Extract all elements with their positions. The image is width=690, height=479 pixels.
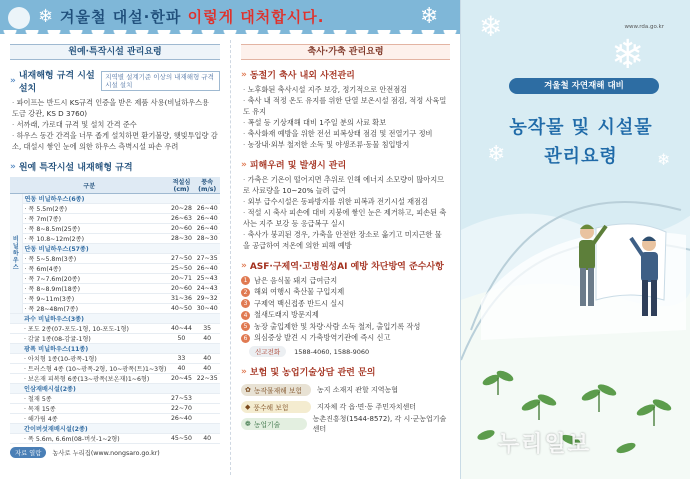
hotline <box>249 346 450 357</box>
table-cell-label: · 폭 5.6m, 6.6m(08-버섯-1~2형) <box>22 434 168 444</box>
inquiry-text: 농촌진흥청(1544-8572), 각 시·군농업기술센터 <box>312 414 447 433</box>
table-cell-wind: 30~40 <box>194 304 220 314</box>
table-heading: » 원예 특작시설 내재해형 규격 <box>10 161 133 173</box>
table-cell-label: · 목재 15종 <box>22 404 168 414</box>
double-chevron-icon: » <box>10 161 16 172</box>
list-item: · 가축은 기온이 떨어지면 추위로 인해 에너지 소모량이 많아지므로 사료량을 10~20% 늘려 급여 <box>243 174 448 196</box>
list-item: · 하우스 동간 간격을 너무 좁게 설치하면 환기불량, 햇빛투입량 감소, 대설시 쌓인 눈에 의한 하우스 측벽시설 파손 우려 <box>12 130 218 152</box>
table-cell-snow: 20~28 <box>168 204 194 214</box>
table-cell-snow: 25~50 <box>168 264 194 274</box>
table-row <box>10 304 220 314</box>
table-cell-label: · 폭 8~8.5m(25종) <box>22 224 168 234</box>
table-spacer <box>10 334 22 344</box>
list-item: 3 구제역 백신접종 반드시 실시 <box>241 298 450 310</box>
inquiry-text: 농지 소재지 관할 지역농협 <box>317 385 399 394</box>
list-item: 4 철새도래지 방문지제 <box>241 310 450 322</box>
table-cell-snow: 31~36 <box>168 294 194 304</box>
inquiry-text: 지자체 각 읍·면·동 주민자치센터 <box>317 402 417 411</box>
asf-heading: » ASF·구제역·고병원성AI 예방 차단방역 준수사항 <box>241 260 444 272</box>
table-cell-label: · 폭 28~48m(7종) <box>22 304 168 314</box>
table-category: 광폭 비닐하우스(11종) <box>22 344 220 354</box>
inquiry-row <box>241 398 450 415</box>
spec-bullets <box>12 97 218 152</box>
double-chevron-icon: » <box>241 366 247 377</box>
table-row <box>10 414 220 424</box>
source-label: 자료 열람 <box>10 447 46 458</box>
hotline-label: 신고전화 <box>249 346 286 357</box>
page-title: 겨울철 대설·한파 이렇게 대처합시다. <box>60 8 325 26</box>
table-row <box>10 214 220 224</box>
number-badge: 6 <box>241 334 250 343</box>
table-cell-wind: 28~30 <box>194 234 220 244</box>
table-row <box>10 404 220 414</box>
list-item: · 서까래, 가로대 규격 및 설치 간격 준수 <box>12 119 218 130</box>
table-row <box>10 284 220 294</box>
table-cell-snow: 27~53 <box>168 394 194 404</box>
website-url: www.rda.go.kr <box>624 24 664 30</box>
table-row <box>10 204 220 214</box>
table-cell-snow: 40~50 <box>168 304 194 314</box>
number-badge: 4 <box>241 311 250 320</box>
table-row <box>10 394 220 404</box>
table-spacer <box>10 414 22 424</box>
table-cell-wind: 35 <box>194 324 220 334</box>
cover-illustration <box>461 0 690 479</box>
table-cell-wind: 26~40 <box>194 214 220 224</box>
table-cell-wind: 40 <box>194 354 220 364</box>
table-category: 단동 비닐하우스(57종) <box>22 244 220 254</box>
side-label: 비닐하우스 <box>10 194 22 314</box>
double-chevron-icon: » <box>241 260 247 271</box>
table-category: 인삼재배시설(2종) <box>22 384 220 394</box>
table-spacer <box>10 394 22 404</box>
inquiry-label: ◆ 풍수해 보험 <box>241 401 311 413</box>
list-item: 1 남은 음식물 돼지 급여금지 <box>241 275 450 287</box>
snowflake-icon: ❄ <box>420 4 439 29</box>
table-cell-label: · 폭 6m(4종) <box>22 264 168 274</box>
table-body <box>10 194 220 444</box>
list-item: · 적설 시 축사 피손에 대비 지붕에 쌓인 눈은 제거하고, 피손된 축사는 지주 보강 등 응급복구 실시 <box>243 207 448 229</box>
table-spacer <box>10 424 22 434</box>
table-header: 구분 <box>10 177 168 194</box>
table-spacer <box>10 344 22 354</box>
table-spacer <box>10 364 22 374</box>
table-row <box>10 324 220 334</box>
table-cell-wind: 40 <box>194 364 220 374</box>
list-item: · 축사가 붕괴된 경우, 가축을 안전한 장소로 옮기고 미지근한 물을 공급하여 저온에 의한 피해 예방 <box>243 229 448 251</box>
table-spacer <box>10 374 22 384</box>
section-title: 축사·가축 관리요령 <box>241 44 450 60</box>
double-chevron-icon: » <box>241 159 247 170</box>
table-cell-snow: 20~60 <box>168 224 194 234</box>
prep-bullets <box>243 84 448 150</box>
inquiry-heading: » 보험 및 농업기술상담 관련 문의 <box>241 366 376 378</box>
source-note <box>10 447 220 458</box>
diamond-icon: ◆ <box>245 402 251 411</box>
spec-heading: » 내재해형 규격 시설 설치 지역별 설계기준 이상의 내재해형 규격 시설 설치 <box>10 68 220 94</box>
table-spacer <box>10 354 22 364</box>
table-cell-snow: 20~71 <box>168 274 194 284</box>
number-badge: 1 <box>241 276 250 285</box>
inquiry-label: ✿ 농작물재해 보험 <box>241 384 311 396</box>
table-cell-wind <box>194 394 220 404</box>
section-title: 원예·특작시설 관리요령 <box>10 44 220 60</box>
table-row <box>10 364 220 374</box>
list-item: 6 의심증상 발견 시 가축방역기관에 즉시 신고 <box>241 333 450 345</box>
table-category-row <box>10 314 220 324</box>
logo-mark <box>8 7 30 29</box>
table-cell-snow: 45~50 <box>168 434 194 444</box>
table-cell-wind: 40 <box>194 434 220 444</box>
table-cell-snow: 26~63 <box>168 214 194 224</box>
table-category-row <box>10 194 220 204</box>
inquiry-row <box>241 415 450 432</box>
table-header: 풍속 (m/s) <box>194 177 220 194</box>
table-cell-wind: 26~40 <box>194 204 220 214</box>
table-row <box>10 354 220 364</box>
table-cell-wind <box>194 404 220 414</box>
table-cell-snow: 40 <box>168 364 194 374</box>
table-cell-snow: 20~45 <box>168 374 194 384</box>
snowflake-icon: ❄ <box>487 142 506 167</box>
table-cell-label: · 아치형 1종(10-광폭-1형) <box>22 354 168 364</box>
table-cell-label: · 폭 10.8~12m(2종) <box>22 234 168 244</box>
asf-list <box>241 275 450 344</box>
double-chevron-icon: » <box>241 69 247 80</box>
list-item: · 파이프는 반드시 KS규격 인증을 받은 제품 사용(비닐하우스용 도금 강관, KS D 3760) <box>12 97 218 119</box>
table-row <box>10 234 220 244</box>
table-cell-wind: 26~40 <box>194 264 220 274</box>
table-cell-wind: 22~35 <box>194 374 220 384</box>
table-row <box>10 434 220 444</box>
number-badge: 3 <box>241 299 250 308</box>
list-item: · 노후화된 축사시설 지주 보강, 정기적으로 안전점검 <box>243 84 448 95</box>
snowflake-icon: ❄ <box>479 10 503 43</box>
table-cell-snow: 26~40 <box>168 414 194 424</box>
table-cell-label: · 철재 5종 <box>22 394 168 404</box>
table-row <box>10 224 220 234</box>
table-cell-label: · 폭 5~5.8m(3종) <box>22 254 168 264</box>
table-cell-snow: 40~44 <box>168 324 194 334</box>
table-cell-label: · 트러스형 4종 (10~광폭-2형, 10~광폭(트)1~3형) <box>22 364 168 374</box>
table-spacer <box>10 324 22 334</box>
watermark: 누리일보 <box>498 432 592 457</box>
number-badge: 5 <box>241 322 250 331</box>
table-cell-wind: 25~43 <box>194 274 220 284</box>
source-text: 농사로 누리집(www.nongsaro.go.kr) <box>52 450 160 457</box>
spec-table <box>10 177 220 444</box>
snowflake-icon: ❄ <box>657 150 671 169</box>
list-item: · 폭설 등 기상재해 대비 1주일 분의 사료 확보 <box>243 117 448 128</box>
table-row <box>10 264 220 274</box>
list-item: 2 해외 여행시 축산물 구입지제 <box>241 287 450 299</box>
table-cell-label: · 폭 7m(7종) <box>22 214 168 224</box>
table-cell-label: · 폭 7~7.6m(20종) <box>22 274 168 284</box>
cover-title-line2: 관리요령 <box>544 146 618 167</box>
table-row <box>10 274 220 284</box>
list-item: · 축사 내 적정 온도 유지를 위한 단열 보온시설 점검, 적정 사육밀도 유지 <box>243 95 448 117</box>
table-category: 과수 비닐하우스(3종) <box>22 314 220 324</box>
cover-subtitle: 겨울철 자연재해 대비 <box>509 78 659 94</box>
table-cell-snow: 50 <box>168 334 194 344</box>
table-category: 간이버섯재배시설(2종) <box>22 424 220 434</box>
table-header-row <box>10 177 220 194</box>
list-item: · 외부 급수시설은 동파방지를 위한 피복과 전기시설 재점검 <box>243 196 448 207</box>
table-cell-label: · 감귤 1종(08-감귤-1형) <box>22 334 168 344</box>
table-category-row <box>10 384 220 394</box>
horticulture-column <box>0 40 230 475</box>
inquiry-row <box>241 381 450 398</box>
table-cell-wind: 40 <box>194 334 220 344</box>
snowflake-icon: ❄ <box>611 32 645 78</box>
table-spacer <box>10 384 22 394</box>
inquiry-label: ❁ 농업기술 <box>241 418 307 430</box>
list-item: · 농장내·외부 철저한 소독 및 야생조류·동물 침입방지 <box>243 139 448 150</box>
cover-panel <box>460 0 690 479</box>
table-cell-snow: 33 <box>168 354 194 364</box>
table-cell-snow: 22~70 <box>168 404 194 414</box>
spec-note: 지역별 설계기준 이상의 내재해형 규격 시설 설치 <box>101 71 220 91</box>
table-row <box>10 254 220 264</box>
prep-heading: » 동절기 축사 내외 사전관리 <box>241 69 355 81</box>
inquiry-list <box>241 381 450 432</box>
table-cell-label: · 폭 5.5m(2종) <box>22 204 168 214</box>
snowflake-icon: ❄ <box>38 6 54 27</box>
table-cell-label: · 폭 8~8.9m(18종) <box>22 284 168 294</box>
number-badge: 2 <box>241 288 250 297</box>
table-cell-wind: 26~40 <box>194 224 220 234</box>
leaf-icon: ❁ <box>245 419 251 428</box>
table-category-row <box>10 344 220 354</box>
table-cell-label: · 폭 9~11m(3종) <box>22 294 168 304</box>
table-cell-label: · 포도 2종(07-포도-1형, 10-포도-1형) <box>22 324 168 334</box>
list-item: · 축사화재 예방을 위한 전선 피복상태 점검 및 전열기구 정비 <box>243 128 448 139</box>
table-cell-snow: 27~50 <box>168 254 194 264</box>
icicle-decoration <box>0 30 460 40</box>
table-spacer <box>10 404 22 414</box>
table-category-row <box>10 244 220 254</box>
table-cell-wind: 27~35 <box>194 254 220 264</box>
table-row <box>10 374 220 384</box>
table-category-row <box>10 424 220 434</box>
table-cell-label: · 보온재 피복형 6종(13~광폭(보온재)1~6형) <box>22 374 168 384</box>
table-row <box>10 294 220 304</box>
table-cell-label: · 해가림 4종 <box>22 414 168 424</box>
list-item: 5 농장 출입제한 및 차량·사람 소독 철저, 출입기록 작성 <box>241 321 450 333</box>
table-cell-snow: 20~60 <box>168 284 194 294</box>
table-cell-wind: 29~32 <box>194 294 220 304</box>
table-cell-snow: 28~30 <box>168 234 194 244</box>
double-chevron-icon: » <box>10 76 16 86</box>
hotline-numbers: 1588-4060, 1588-9060 <box>294 347 370 356</box>
damage-bullets <box>243 174 448 251</box>
table-row <box>10 334 220 344</box>
table-spacer <box>10 434 22 444</box>
livestock-column <box>230 40 460 475</box>
flower-icon: ✿ <box>245 385 251 394</box>
cover-title-line1: 농작물 및 시설물 <box>509 117 653 138</box>
table-cell-wind: 24~43 <box>194 284 220 294</box>
table-spacer <box>10 314 22 324</box>
table-cell-wind <box>194 414 220 424</box>
damage-heading: » 피해우려 및 발생시 관리 <box>241 159 347 171</box>
table-header: 적설심 (cm) <box>168 177 194 194</box>
table-category: 연동 비닐하우스(6종) <box>22 194 220 204</box>
